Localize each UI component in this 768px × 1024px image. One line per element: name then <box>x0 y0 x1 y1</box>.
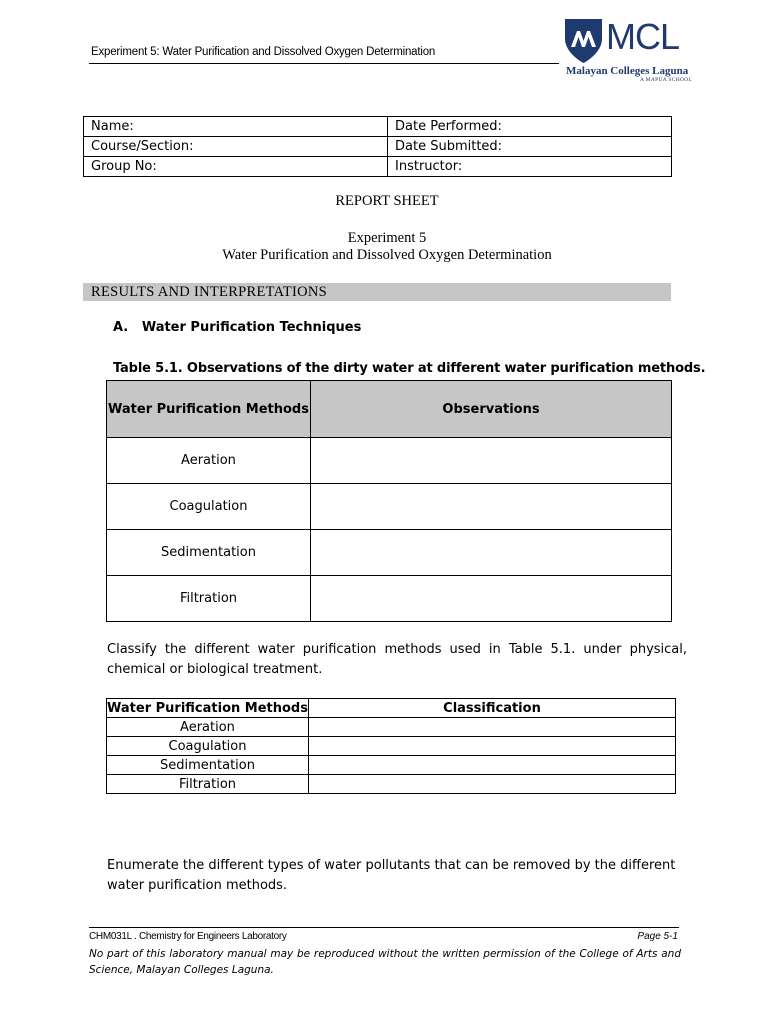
header-rule <box>89 63 559 64</box>
header-title: Experiment 5: Water Purification and Dissolved Oxygen Determination <box>91 46 436 58</box>
date-submitted-field[interactable]: Date Submitted: <box>388 137 672 157</box>
column-header-classification: Classification <box>309 699 676 718</box>
table-row <box>107 756 676 775</box>
column-header-methods: Water Purification Methods <box>107 700 308 716</box>
footer-rule <box>89 927 679 928</box>
table-row <box>107 484 672 530</box>
table-row <box>107 718 676 737</box>
table-row <box>84 117 672 137</box>
method-cell: Coagulation <box>107 737 309 756</box>
classify-instruction: Classify the different water purification methods used in Table 5.1. under physical, chemical or biological treatment. <box>107 642 687 677</box>
column-header-observations: Observations <box>311 381 672 438</box>
date-performed-field[interactable]: Date Performed: <box>388 117 672 137</box>
table-row <box>107 737 676 756</box>
column-header-methods: Water Purification Methods <box>107 381 311 438</box>
table-row <box>107 438 672 484</box>
course-section-field[interactable]: Course/Section: <box>84 137 388 157</box>
logo-tagline: A MAPÚA SCHOOL <box>640 77 693 83</box>
table-row <box>107 530 672 576</box>
classification-cell[interactable] <box>309 718 676 737</box>
observation-cell[interactable] <box>311 530 672 576</box>
table-row <box>107 775 676 794</box>
method-cell: Aeration <box>107 718 309 737</box>
method-cell: Filtration <box>107 576 311 622</box>
table-row <box>84 157 672 177</box>
enumerate-instruction: Enumerate the different types of water pollutants that can be removed by the different water purification methods. <box>107 858 676 893</box>
method-cell: Sedimentation <box>107 756 309 775</box>
page-number: Page 5-1 <box>637 931 678 942</box>
classification-cell[interactable] <box>309 756 676 775</box>
classification-table <box>106 698 676 794</box>
method-cell: Sedimentation <box>107 530 311 576</box>
report-sheet-heading: REPORT SHEET <box>335 193 439 209</box>
footer-course: CHM031L . Chemistry for Engineers Laboratory <box>89 931 287 942</box>
table-5-1-caption: Table 5.1. Observations of the dirty water at different water purification methods. <box>113 361 706 376</box>
observation-cell[interactable] <box>311 576 672 622</box>
student-info-table <box>83 116 672 177</box>
classification-cell[interactable] <box>309 775 676 794</box>
instructor-field[interactable]: Instructor: <box>388 157 672 177</box>
table-row <box>107 576 672 622</box>
table-header-row <box>107 699 676 718</box>
section-a-heading: A. Water Purification Techniques <box>113 320 362 335</box>
table-row <box>84 137 672 157</box>
name-field[interactable]: Name: <box>84 117 388 137</box>
copyright-note: No part of this laboratory manual may be reproduced without the written permission of the College of Arts and Science, Malayan Colleges Laguna. <box>89 948 681 976</box>
experiment-number: Experiment 5 <box>347 230 427 246</box>
experiment-title: Water Purification and Dissolved Oxygen Determination <box>222 247 552 263</box>
observation-cell[interactable] <box>311 438 672 484</box>
observations-table <box>106 380 672 622</box>
results-heading: RESULTS AND INTERPRETATIONS <box>91 284 328 300</box>
method-cell: Coagulation <box>107 484 311 530</box>
method-cell: Filtration <box>107 775 309 794</box>
method-cell: Aeration <box>107 438 311 484</box>
logo-subtitle: Malayan Colleges Laguna <box>566 65 689 77</box>
observation-cell[interactable] <box>311 484 672 530</box>
logo-text: MCL <box>606 16 680 57</box>
table-header-row <box>107 381 672 438</box>
classification-cell[interactable] <box>309 737 676 756</box>
group-no-field[interactable]: Group No: <box>84 157 388 177</box>
